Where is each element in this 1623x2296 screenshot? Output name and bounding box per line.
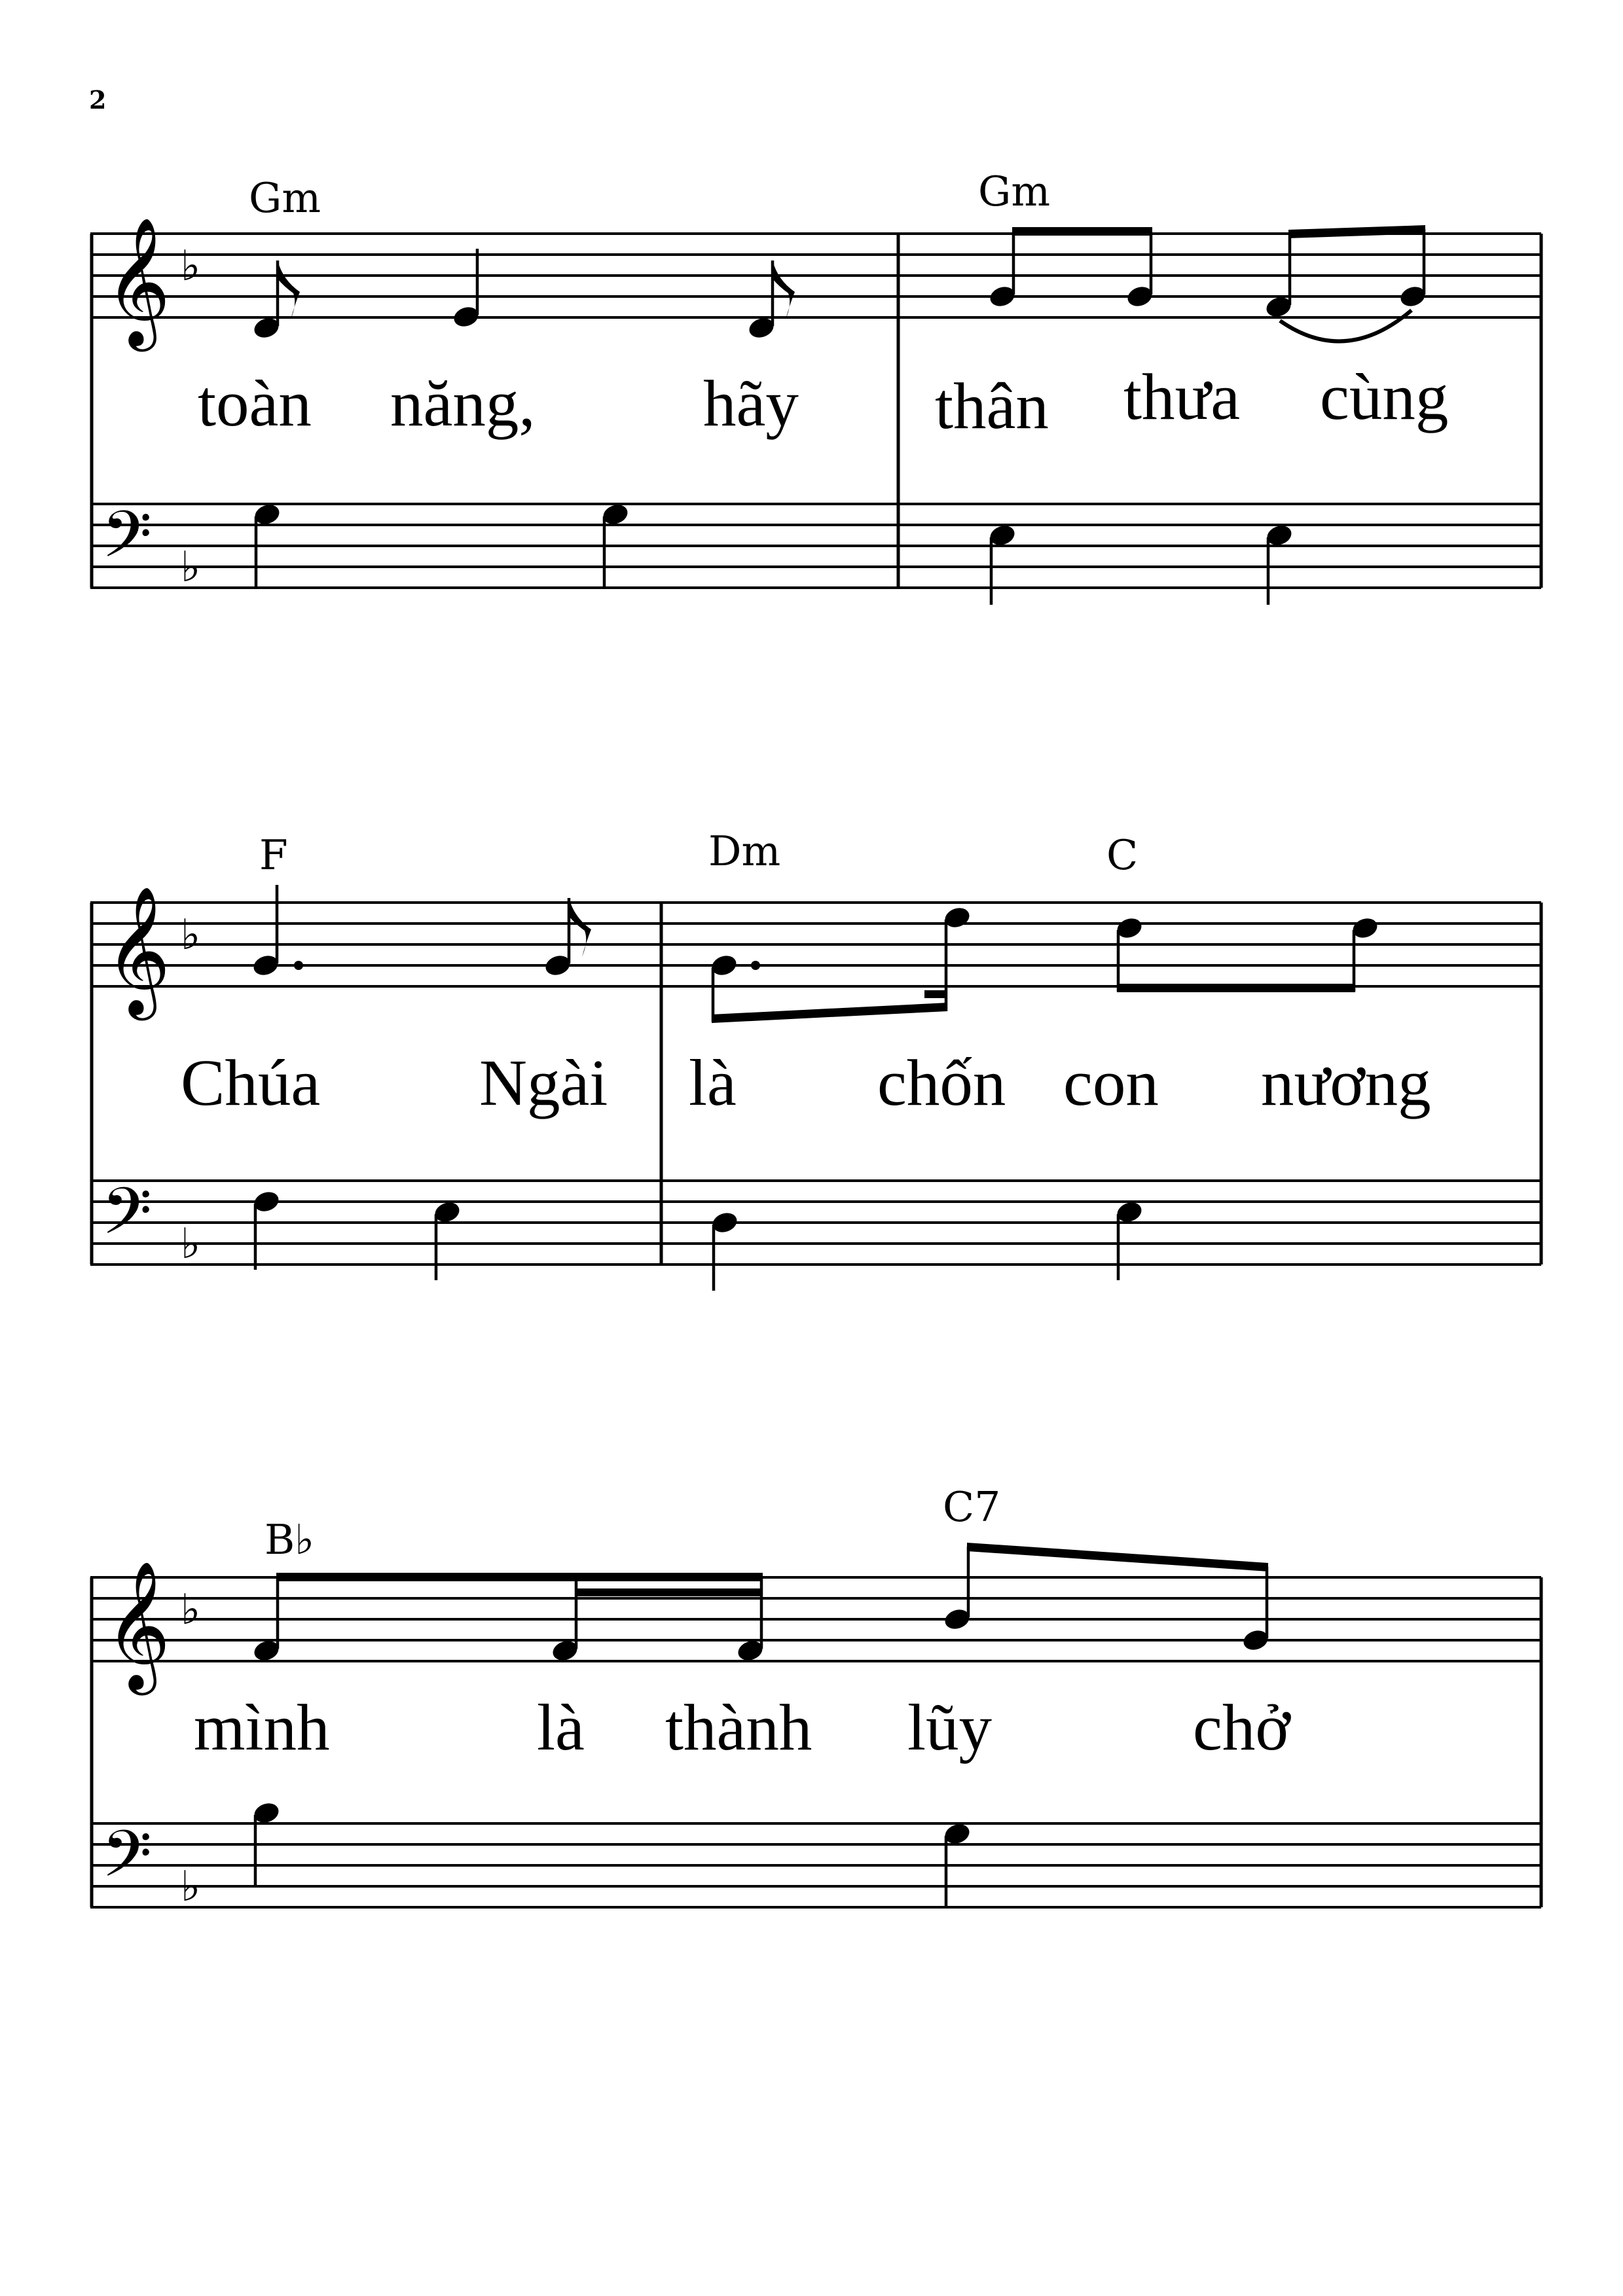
treble-staff [90, 903, 1541, 986]
dot [294, 961, 303, 970]
bass-notes [251, 1800, 972, 1907]
lyric-syllable: Ngài [479, 1046, 608, 1119]
flat-icon: ♭ [181, 1220, 201, 1268]
treble-clef-icon: 𝄞 [105, 1560, 171, 1690]
lyric-syllable: là [537, 1691, 585, 1764]
bass-staff [90, 1823, 1541, 1907]
lyric-syllable: lũy [907, 1691, 993, 1764]
chord-symbol: Dm [708, 827, 781, 875]
flag [569, 898, 591, 957]
lyric-syllable: chốn [877, 1046, 1006, 1119]
chord-symbol: F [259, 831, 288, 879]
lyric-syllable: cùng [1320, 360, 1449, 433]
chord-symbol: Gm [978, 168, 1051, 215]
lyric-syllable: là [689, 1046, 737, 1119]
bass-clef-icon: 𝄢 [101, 1817, 153, 1908]
flag [278, 260, 300, 319]
system-1 [90, 168, 1541, 605]
chord-symbol: C7 [943, 1483, 1001, 1531]
lyric-syllable: toàn [198, 367, 312, 440]
treble-notes [251, 225, 1427, 341]
treble-notes [251, 885, 1379, 1023]
bass-clef-icon: 𝄢 [101, 497, 153, 588]
beam [1117, 984, 1355, 992]
treble-clef-icon: 𝄞 [105, 217, 171, 346]
bass-staff [90, 504, 1541, 588]
beam [1012, 227, 1152, 236]
beam [712, 1003, 947, 1023]
lyric-syllable: năng, [390, 367, 536, 440]
slur [1280, 310, 1412, 341]
beam [1288, 225, 1425, 238]
bass-notes [251, 1189, 1144, 1291]
lyric-syllable: thân [935, 369, 1049, 442]
bass-notes [252, 501, 1294, 605]
page-number: 2 [89, 85, 107, 115]
beam [276, 1573, 763, 1581]
flat-icon: ♭ [181, 1863, 201, 1911]
bass-clef-icon: 𝄢 [101, 1174, 153, 1265]
bass-staff [90, 1181, 1541, 1265]
lyric-syllable: chở [1193, 1691, 1290, 1764]
lyric-syllable: nương [1261, 1046, 1431, 1119]
treble-notes [251, 1543, 1270, 1664]
beam [967, 1543, 1268, 1571]
treble-staff [90, 234, 1541, 317]
chord-symbol: C [1106, 831, 1139, 879]
flat-icon: ♭ [181, 242, 201, 291]
flat-icon: ♭ [181, 1586, 201, 1634]
treble-staff [90, 1577, 1541, 1661]
beam [575, 1588, 763, 1596]
lyric-syllable: Chúa [181, 1046, 321, 1119]
chord-symbol: Gm [249, 174, 321, 222]
lyric-syllable: thưa [1123, 360, 1241, 433]
treble-clef-icon: 𝄞 [105, 886, 171, 1015]
lyric-syllable: mình [194, 1691, 330, 1764]
lyric-syllable: con [1063, 1046, 1159, 1119]
flag [773, 260, 795, 319]
beam [924, 990, 947, 998]
system-2 [90, 827, 1541, 1291]
system-3 [90, 1483, 1541, 1911]
lyric-syllable: hãy [703, 367, 799, 440]
flat-icon: ♭ [181, 911, 201, 960]
lyric-syllable: thành [665, 1691, 812, 1764]
dot [751, 961, 760, 970]
chord-symbol: B♭ [264, 1516, 315, 1564]
flat-icon: ♭ [181, 543, 201, 592]
